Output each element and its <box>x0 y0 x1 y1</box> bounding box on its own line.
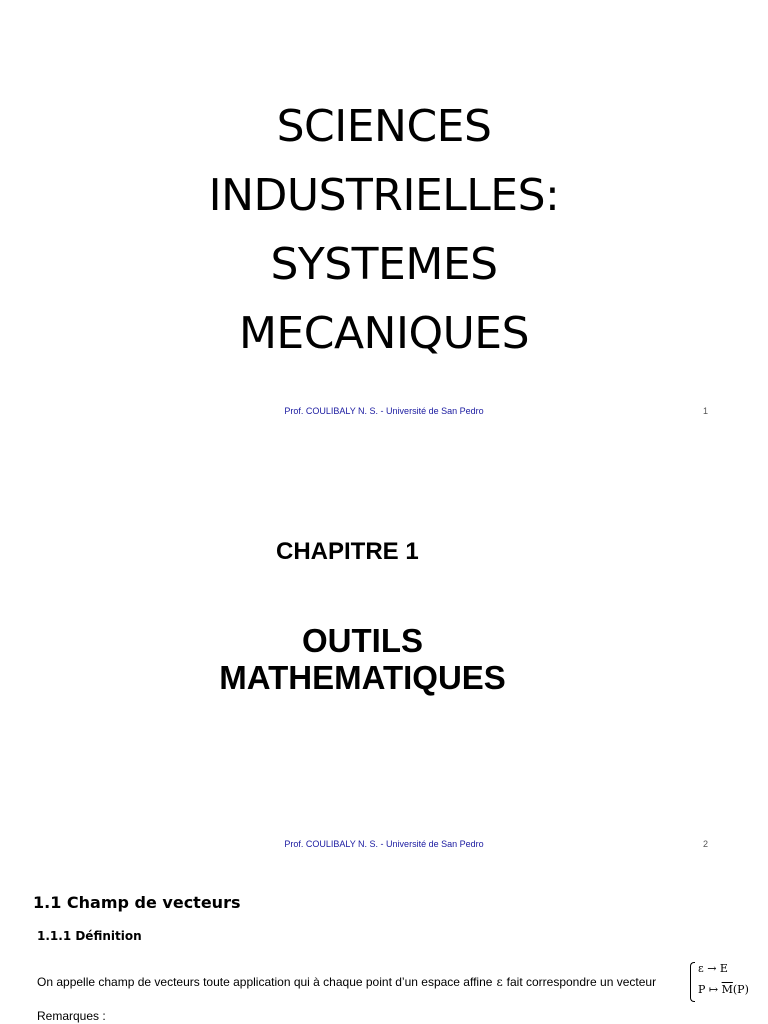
mapping-line-2-prefix: P ↦ <box>698 983 722 996</box>
chapter-title <box>0 622 725 696</box>
mapping-system <box>690 962 760 1002</box>
epsilon-symbol: ε <box>496 975 503 989</box>
chapter-title-line-2: MATHEMATIQUES <box>219 659 506 696</box>
chapter-title-line-1: OUTILS <box>302 622 423 659</box>
left-brace <box>690 962 695 1002</box>
slide-1-footer: Prof. COULIBALY N. S. - Université de San Pedro <box>284 406 484 416</box>
title-line-1: SCIENCES <box>276 101 492 152</box>
mapping-line-2 <box>698 983 749 996</box>
document-title <box>0 92 768 368</box>
slide-2-page-number: 2 <box>702 839 708 849</box>
title-line-3: SYSTEMES <box>270 239 498 290</box>
slide-1-page-number: 1 <box>702 406 708 416</box>
remarks-label: Remarques : <box>37 1009 106 1023</box>
title-line-4: MECANIQUES <box>238 308 530 359</box>
paragraph-part-2: fait correspondre un vecteur <box>506 975 657 989</box>
mapping-line-2-suffix: (P) <box>732 983 749 996</box>
chapter-label: CHAPITRE 1 <box>276 538 419 565</box>
subsection-heading: 1.1.1 Définition <box>37 929 142 943</box>
vector-m: $\overline{M}$ <box>721 983 733 996</box>
definition-paragraph <box>37 975 656 989</box>
mapping-line-1: ε → E <box>698 962 728 975</box>
paragraph-part-1: On appelle champ de vecteurs toute application qui à chaque point d’un espace affine <box>37 975 493 989</box>
slide-2-footer: Prof. COULIBALY N. S. - Université de San Pedro <box>284 839 484 849</box>
title-line-2: INDUSTRIELLES: <box>208 170 560 221</box>
section-heading: 1.1 Champ de vecteurs <box>33 893 241 912</box>
